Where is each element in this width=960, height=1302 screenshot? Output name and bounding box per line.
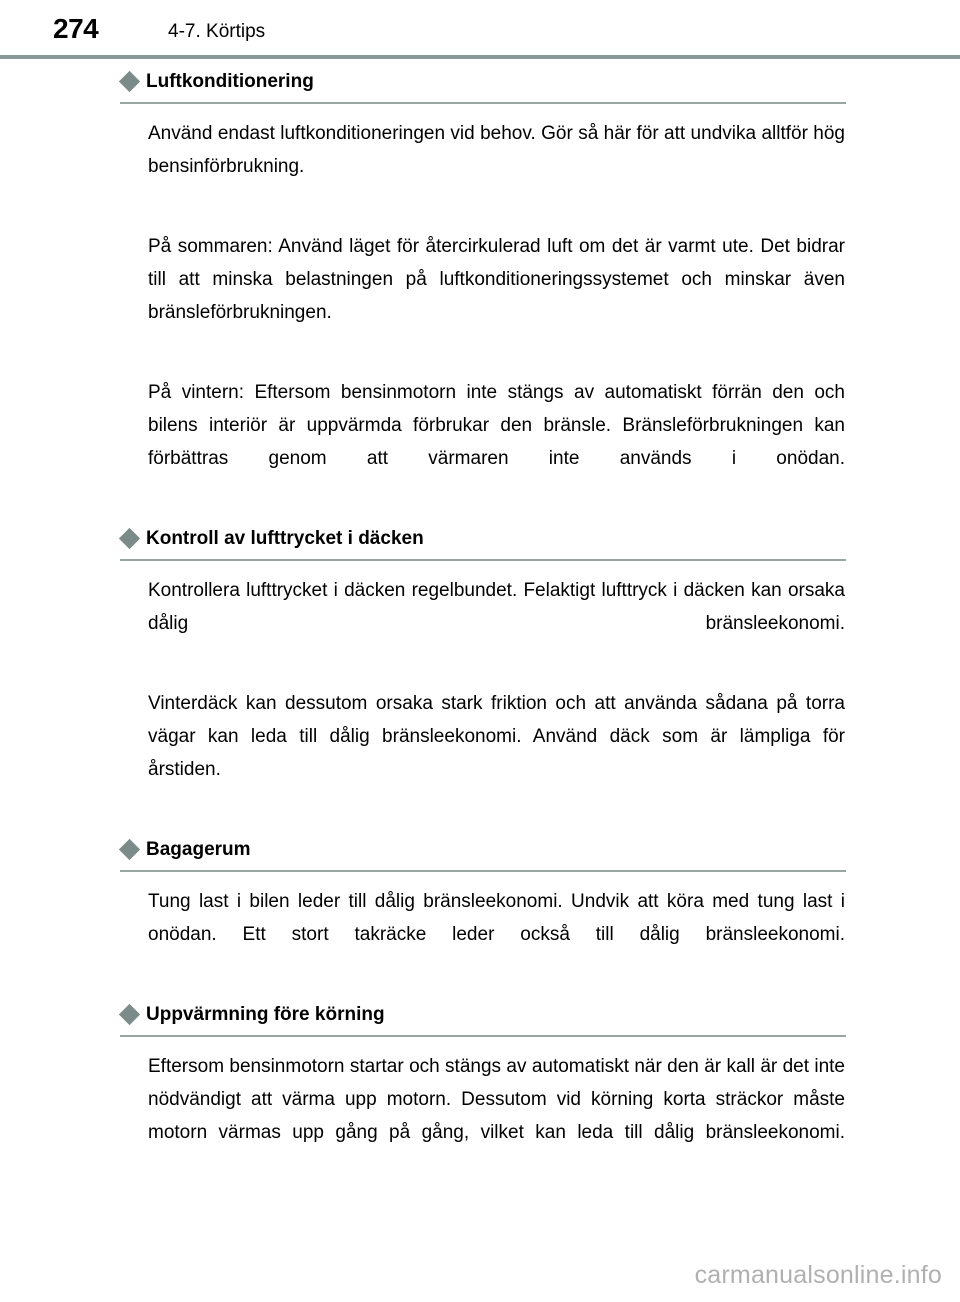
paragraph: På sommaren: Använd läget för återcirkulerad luft om det är varmt ute. Det bidrar till att minska belastningen på luftkonditioneringssystemet och minskar även bränsleförbrukningen. (148, 236, 845, 323)
section-heading (0, 1001, 960, 1033)
section-heading (0, 836, 960, 868)
section-body (0, 574, 960, 819)
diamond-icon (119, 1004, 140, 1025)
header-section-title: 4-7. Körtips (168, 21, 266, 42)
section-divider (120, 559, 846, 561)
paragraph: Kontrollera lufttrycket i däcken regelbundet. Felaktigt lufttryck i däcken kan orsaka dålig bränsleekonomi. (148, 580, 845, 634)
page-number: 274 (53, 13, 99, 44)
section-luftkonditionering (0, 68, 960, 508)
footer-watermark: carmanualsonline.info (694, 1261, 942, 1289)
section-body (0, 1050, 960, 1182)
paragraph: Använd endast luftkonditioneringen vid behov. Gör så här för att undvika alltför hög bensinförbrukning. (148, 123, 845, 177)
section-heading-label: Uppvärmning före körning (146, 1004, 385, 1025)
section-bagagerum (0, 836, 960, 984)
diamond-icon (119, 528, 140, 549)
section-uppvarmning-fore-korning (0, 1001, 960, 1182)
diamond-icon (119, 71, 140, 92)
paragraph: Tung last i bilen leder till dålig bränsleekonomi. Undvik att köra med tung last i onödan. Ett stort takräcke leder också till dålig bränsleekonomi. (148, 891, 845, 945)
diamond-icon (119, 839, 140, 860)
section-heading (0, 525, 960, 557)
paragraph: På vintern: Eftersom bensinmotorn inte stängs av automatiskt förrän den och bilens interiör är uppvärmda förbrukar den bränsle. Bränsleförbrukningen kan förbättras genom att värmaren inte används i onödan. (148, 382, 845, 469)
section-heading-label: Bagagerum (146, 839, 251, 860)
paragraph: Eftersom bensinmotorn startar och stängs av automatiskt när den är kall är det inte nödvändigt att värma upp motorn. Dessutom vid körning korta sträckor måste motorn värmas upp gång på gång, vilket kan leda till dålig bränsleekonomi. (148, 1056, 845, 1143)
section-heading (0, 68, 960, 100)
section-divider (120, 870, 846, 872)
section-heading-label: Kontroll av lufttrycket i däcken (146, 528, 424, 549)
page-content (0, 68, 960, 1199)
header-divider (0, 55, 960, 59)
section-divider (120, 1035, 846, 1037)
section-kontroll-av-lufttrycket (0, 525, 960, 819)
section-heading-label: Luftkonditionering (146, 71, 314, 92)
section-body (0, 117, 960, 508)
section-body (0, 885, 960, 984)
page-header (0, 12, 960, 52)
section-divider (120, 102, 846, 104)
paragraph: Vinterdäck kan dessutom orsaka stark friktion och att använda sådana på torra vägar kan leda till dålig bränsleekonomi. Använd däck som är lämpliga för årstiden. (148, 693, 845, 780)
